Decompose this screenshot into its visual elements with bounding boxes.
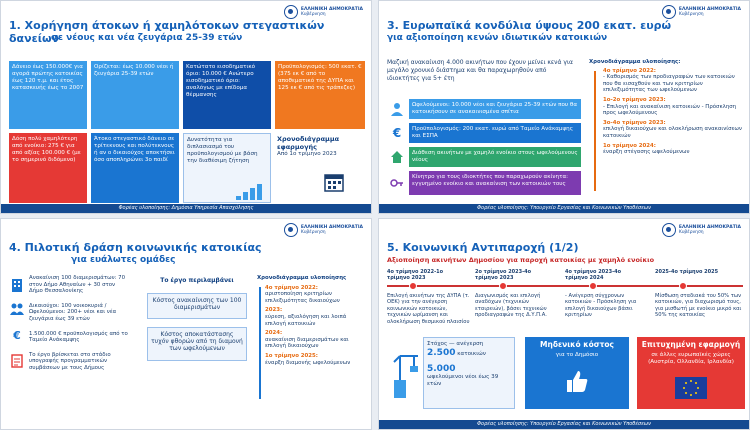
slide-1-title: 1. Χορήγηση άτοκων ή χαμηλότοκων στεγαστικών δανείων (9, 19, 325, 45)
gov-logo (662, 223, 741, 237)
budget-row: Προϋπολογισμός: 200 εκατ. ευρώ από Ταμείο Ανάκαμψης και ΕΣΠΑ (409, 123, 581, 143)
phase-2-desc: Διαγωνισμός και επιλογή αναδόχων (τεχνικών εταιρειών), βάσει τεχνικών προδιαγραφών της Δ.Υ.Π.Α. (475, 293, 547, 319)
renovation-intro-text: Μαζική ανακαίνιση 4.000 ακινήτων που έχουν μείνει κενά για μεγάλο χρονικό διάστημα και θα παραχωρηθούν από ιδιοκτήτες για 5+ έτη (387, 59, 573, 82)
brand-line1: ΕΛΛΗΝΙΚΗ ΔΗΜΟΚΡΑΤΙΑ (678, 225, 741, 230)
slide-3-title: 4. Πιλοτική δράση κοινωνικής κατοικίας (9, 241, 262, 254)
schedule-title: Χρονοδιάγραμμα εφαρμογής (277, 135, 340, 151)
slide-3-subtitle: για ευάλωτες ομάδες (71, 255, 176, 265)
contract-icon (9, 353, 25, 369)
gov-logo (284, 223, 363, 237)
brand-line1: ΕΛΛΗΝΙΚΗ ΔΗΜΟΚΡΑΤΙΑ (300, 225, 363, 230)
seal-icon (284, 223, 298, 237)
phase-3-desc: - Ανέγερση σύγχρονων κατοικιών - Πρόσκληση για επιλογή δικαιούχων βάσει κριτηρίων (565, 293, 637, 319)
people-icon (9, 301, 25, 317)
renovation-cost-box: Κόστος ανακαίνισης των 100 διαμερισμάτων (147, 293, 247, 319)
slide-4-footer: Φορέας υλοποίησης: Υπουργείο Εργασίας και Κοινωνικών Υποθέσεων (379, 420, 749, 429)
timeline-step1-head: 4ο τρίμηνο 2022: (603, 67, 656, 74)
timeline-step3-head: 2024: (265, 330, 283, 337)
eu-success-sub: σε άλλες ευρωπαϊκές χώρες (Αυστρία, Ολλανδία, Ιρλανδία) (648, 352, 734, 365)
zero-cost-box (525, 337, 629, 409)
timeline-dot-2 (499, 282, 507, 290)
timeline-axis (387, 285, 743, 287)
slide-4[interactable] (378, 218, 750, 430)
timeline-step3-head: 3ο-4ο τρίμηνο 2023: (603, 119, 666, 126)
coins-icon: € (13, 328, 21, 342)
zero-cost-sub: για το Δημόσιο (555, 352, 599, 358)
schedule-block (277, 135, 365, 158)
timeline-step1-text: - Καθορισμός των προδιαγραφών των κατοικιών που θα εισαχθούν και των κριτηρίων επιλεξιμότητας των ωφελούμενων (603, 74, 735, 94)
brand-line1: ΕΛΛΗΝΙΚΗ ΔΗΜΟΚΡΑΤΙΑ (300, 7, 363, 12)
slide-3[interactable] (0, 218, 372, 430)
goal-unit-1: κατοικιών (457, 351, 486, 357)
timeline-step2-text: εύρεση, αξιολόγηση και λοιπά επιλογή κατοικιών (265, 313, 347, 327)
person-icon (389, 101, 405, 117)
contracts-stage: Το έργο βρίσκεται στο στάδιο υπογραφής προγραμματικών συμβάσεων με τους Δήμους (29, 351, 111, 371)
timeline-step2-text: - Επιλογή και ανακαίνιση κατοικιών - Πρόσκληση προς ωφελούμενους (603, 103, 737, 117)
goal-label: Στόχος — ανέγερση (427, 341, 484, 347)
timeline-step4-head: 1ο τρίμηνο 2025: (265, 352, 318, 359)
key-icon (389, 175, 405, 191)
slide-2-subtitle: για αξιοποίηση κενών ιδιωτικών κατοικιών (387, 33, 608, 43)
loan-box: Δάνειο έως 150.000€ για αγορά πρώτης κατοικίας έως 120 τ.μ. και έτος κατασκευής έως το 2007 (9, 61, 87, 129)
brand-line1: ΕΛΛΗΝΙΚΗ ΔΗΜΟΚΡΑΤΙΑ (678, 7, 741, 12)
slide-1-footer: Φορέας υλοποίησης: Δημόσια Υπηρεσία Απασχόλησης (1, 204, 371, 213)
slide-2-footer: Φορέας υλοποίησης: Υπουργείο Εργασίας και Κοινωνικών Υποθέσεων (379, 204, 749, 213)
left-column (29, 275, 129, 372)
growth-chart-icon (236, 184, 262, 200)
low-rent-row: Διάθεση ακινήτων με χαμηλό ενοίκιο στους ωφελούμενους νέους (409, 147, 581, 167)
goal-number-2: 5.000 (427, 364, 456, 374)
beneficiaries-100: Δικαιούχοι: 100 νοικοκυριά / Ωφελούμενοι: 200+ νέοι και νέα ζευγάρια έως 39 ετών (29, 302, 117, 322)
building-icon (9, 277, 25, 293)
phase-2-label: 2ο τρίμηνο 2023-4ο τρίμηνο 2023 (475, 269, 532, 281)
double-budget-box (183, 133, 271, 203)
goal-box (423, 337, 515, 409)
damage-cost-box: Κόστος αποκατάστασης τυχόν φθορών από τη διαμονή των ωφελούμενων (147, 327, 247, 361)
phase-1-label: 4ο τρίμηνο 2022-1ο τρίμηνο 2023 (387, 269, 444, 281)
budget-1-5m: 1.500.000 € προϋπολογισμός από το Ταμείο Ανάκαμψης (29, 330, 128, 344)
income-box: Κατώτατο εισοδηματικό όριο: 10.000 € Ανώτερο εισοδηματικό όριο: αναλόγως με επίδομα θέρμανσης (183, 61, 271, 129)
timeline-step3-text: επιλογή δικαιούχων και ολοκλήρωση ανακαινίσεων κατοικιών (603, 126, 742, 139)
slide-1[interactable] (0, 0, 372, 214)
timeline-step4-head: 1ο τρίμηνο 2024: (603, 142, 656, 149)
includes-title: Το έργο περιλαμβάνει (160, 277, 234, 284)
timeline-block (589, 59, 745, 156)
slide-2[interactable] (378, 0, 750, 214)
timeline-title: Χρονοδιάγραμμα υλοποίησης (257, 275, 347, 281)
phase-4-label: 2025-4ο τρίμηνο 2025 (655, 269, 719, 275)
eu-flag-icon (675, 377, 707, 399)
brand-line2: Κυβέρνηση (300, 230, 326, 235)
timeline-step1-text: αριστοποίηση κριτηρίων επιλεξιμότητας δικαιούχων (265, 291, 340, 304)
timeline-block (257, 275, 367, 366)
zero-cost-title: Μηδενικό κόστος (540, 340, 614, 349)
double-budget-text: Δυνατότητα για διπλασιασμό του προϋπολογισμού με βάση την διαθέσιμη ζήτηση (187, 137, 258, 164)
timeline-step4-text: έναρξη διαμονής ωφελούμενων (265, 359, 351, 366)
timeline-title: Χρονοδιάγραμμα υλοποίησης: (589, 59, 681, 65)
euro-icon: € (392, 126, 402, 140)
calendar-icon (323, 171, 345, 193)
eu-success-title: Επιτυχημένη εφαρμογή (641, 340, 741, 349)
brand-line2: Κυβέρνηση (678, 230, 704, 235)
interest-free-box: Άτοκο στεγαστικό δάνειο σε τρίτεκνους και πολύτεκνους ή αν ο δικαιούχος αποκτήσει όσο αποπληρώνει 3ο παιδί (91, 133, 179, 203)
goal-unit-2: ωφελούμενοι νέοι έως 39 ετών (427, 374, 499, 387)
house-icon (389, 149, 405, 165)
gov-logo (284, 5, 363, 19)
beneficiaries-row: Ωφελούμενοι: 10.000 νέοι και ζευγάρια 25-39 ετών που θα κατοικήσουν σε ανακαινισμένα σπίτια (409, 99, 581, 119)
beneficiaries-box: Ορίζεται: έως 10.000 νέοι ή ζευγάρια 25-39 ετών (91, 61, 179, 129)
budget-box: Προϋπολογισμός: 500 εκατ. € (375 εκ € από το αποθεματικό της ΔΥΠΑ και 125 εκ € από τις τράπεζες) (275, 61, 365, 129)
brand-line2: Κυβέρνηση (300, 12, 326, 17)
timeline-dot-3 (589, 282, 597, 290)
slide-4-title: 5. Κοινωνική Αντιπαροχή (1/2) (387, 241, 579, 254)
goal-number-1: 2.500 (427, 348, 456, 358)
crane-icon (391, 349, 421, 399)
brand-line2: Κυβέρνηση (678, 12, 704, 17)
seal-icon (284, 5, 298, 19)
timeline-line (259, 287, 261, 399)
gov-logo (662, 5, 741, 19)
eu-success-box (637, 337, 745, 409)
owner-incentive-row: Κίνητρο για τους ιδιοκτήτες που παραχωρούν ακίνητα: εγγυημένο ενοίκιο και ανακαίνιση των κατοικιών τους (409, 171, 581, 195)
thumbs-up-icon (563, 367, 591, 395)
slide-4-subtitle: Αξιοποίηση ακινήτων Δημοσίου για παροχή κατοικίας με χαμηλό ενοίκιο (387, 256, 655, 264)
phase-3-label: 4ο τρίμηνο 2023-4ο τρίμηνο 2024 (565, 269, 622, 281)
renovation-100: Ανακαίνιση 100 διαμερισμάτων: 70 στον Δήμο Αθηναίων + 30 στον Δήμο Θεσσαλονίκης (29, 275, 126, 295)
timeline-dot-4 (679, 282, 687, 290)
phase-1-desc: Επιλογή ακινήτων της ΔΥΠΑ (τ. ΟΕΚ) για την ανέγερση κοινωνικών κατοικιών, τεχνικών ωρίμανση και ολοκλήρωση θεσμικού πλαισίου (387, 293, 470, 325)
installment-box: Δόση πολύ χαμηλότερη από ενοίκιο: 275 € για από αξίας 100.000 € (με το σημερινό διδόμενο) (9, 133, 87, 203)
phase-4-desc: Μίσθωση σταδιακά του 50% των κατοικιών, για διαχωρισμό τους, για μισθωτή με ενοίκιο μικρό και 50% της κατοικίας (655, 293, 742, 319)
timeline-step4-text: έναρξη στέγασης ωφελούμενων (603, 149, 690, 156)
timeline-step2-head: 2023: (265, 307, 283, 314)
seal-icon (662, 223, 676, 237)
timeline-step2-head: 1ο-2ο τρίμηνο 2023: (603, 96, 666, 103)
seal-icon (662, 5, 676, 19)
slide-2-title: 3. Ευρωπαϊκά κονδύλια ύψους 200 εκατ. ευρώ (387, 19, 672, 32)
schedule-text: Από 1ο τρίμηνο 2023 (277, 151, 337, 157)
timeline-dot-1 (409, 282, 417, 290)
timeline-step3-text: ανακαίνιση διαμερισμάτων και επιλογή δικαιούχων (265, 336, 349, 350)
timeline-step1-head: 4ο τρίμηνο 2022: (265, 284, 318, 291)
renovation-intro (387, 59, 577, 83)
timeline-line (594, 71, 596, 191)
slide-1-subtitle: σε νέους και νέα ζευγάρια 25-39 ετών (51, 33, 243, 43)
